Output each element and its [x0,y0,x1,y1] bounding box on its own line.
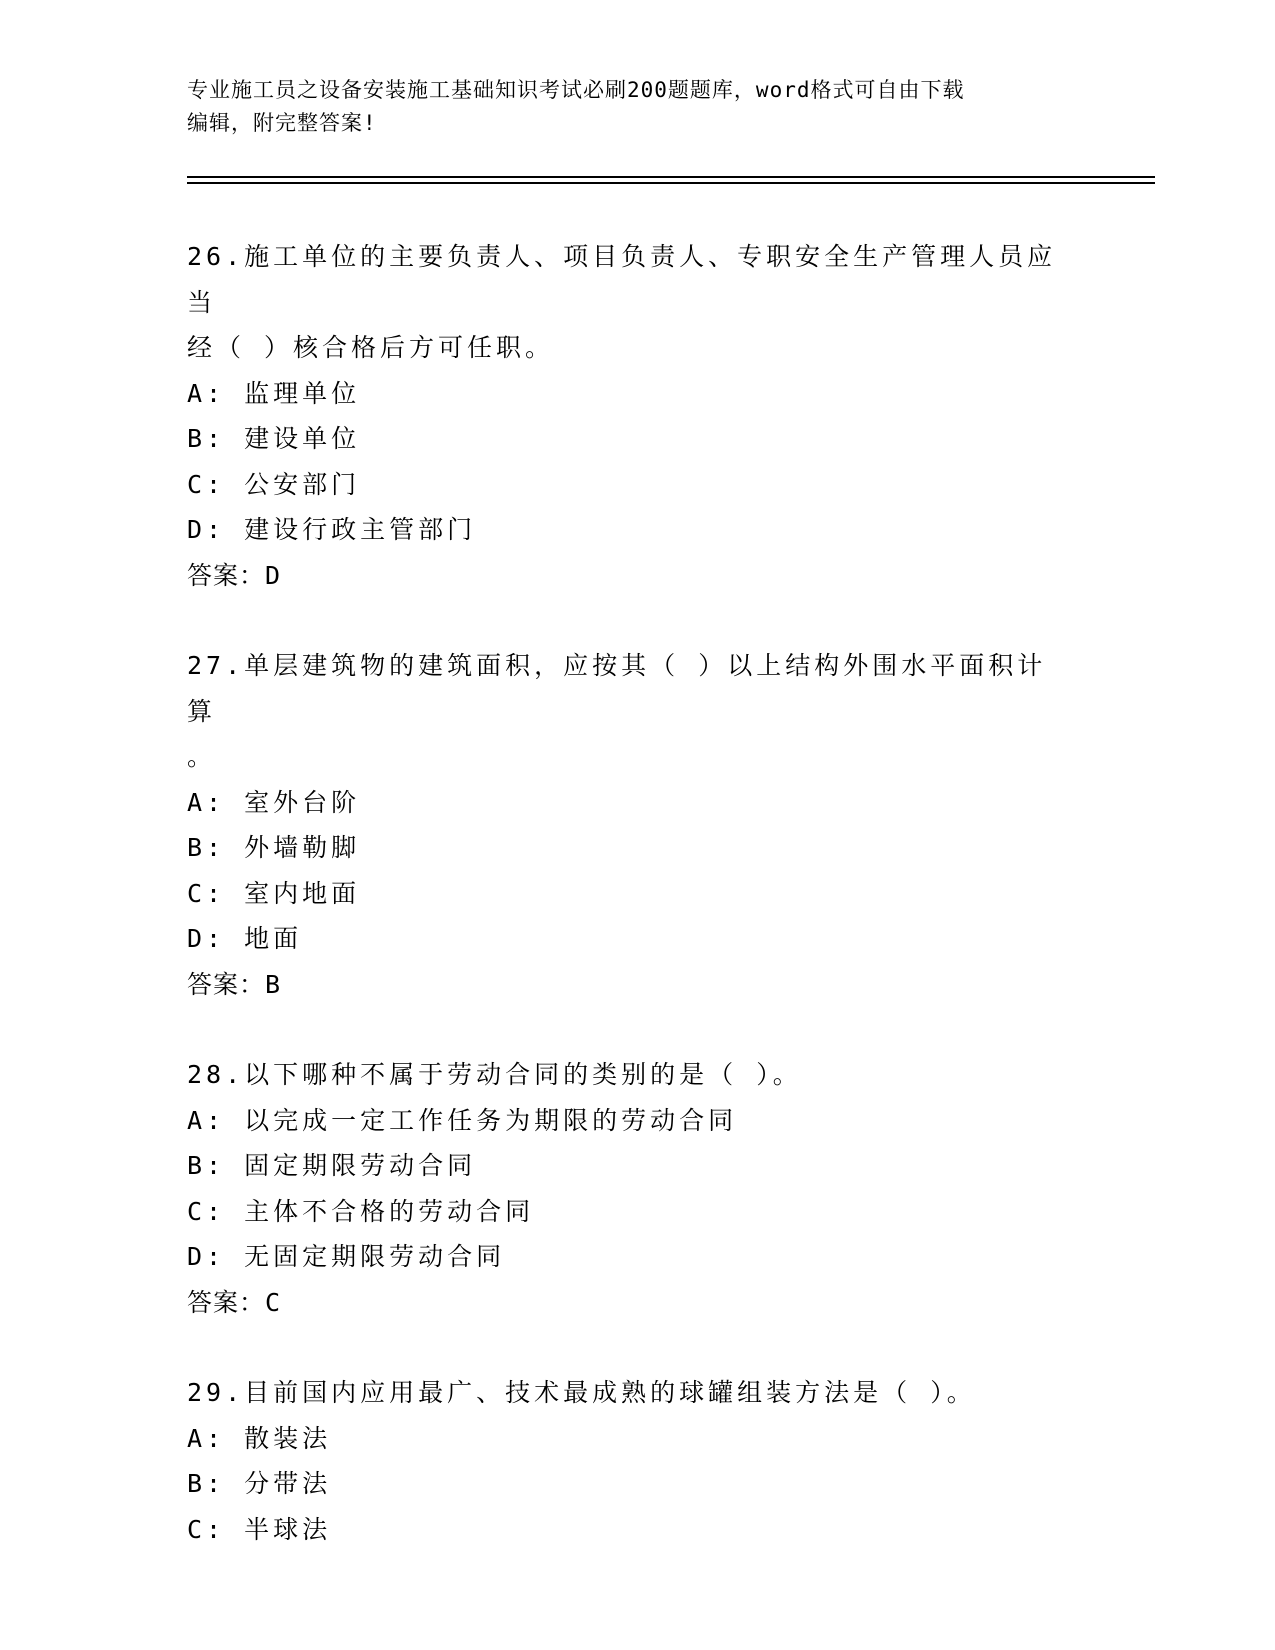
option-b: B: 分带法 [187,1469,332,1498]
question-stem-line: 。 [187,742,217,771]
option-a: A: 散装法 [187,1423,332,1453]
option-c: C: 公安部门 [187,469,361,499]
option-c: C: 半球法 [187,1514,332,1544]
answer: 答案：B [187,969,282,999]
option-c: C: 主体不合格的劳动合同 [187,1196,535,1226]
question-stem-line: 27.单层建筑物的建筑面积，应按其（ ）以上结构外围水平面积计算 [187,651,1047,726]
option-b: B: 建设单位 [187,424,361,453]
document-header [187,74,1067,140]
question-stem-line: 26.施工单位的主要负责人、项目负责人、专职安全生产管理人员应当 [187,242,1057,317]
question-26 [187,234,1087,598]
option-a: A: 监理单位 [187,378,361,408]
header-line-2: 编辑，附完整答案! [187,111,377,135]
question-stem-line: 经（ ）核合格后方可任职。 [187,333,555,362]
header-line-1: 专业施工员之设备安装施工基础知识考试必刷200题题库，word格式可自由下载 [187,78,965,102]
question-29 [187,1370,1087,1552]
question-stem-line: 28.以下哪种不属于劳动合同的类别的是（ ）。 [187,1060,802,1089]
option-b: B: 固定期限劳动合同 [187,1151,477,1180]
option-d: D: 建设行政主管部门 [187,515,477,544]
option-c: C: 室内地面 [187,878,361,908]
option-a: A: 室外台阶 [187,787,361,817]
option-a: A: 以完成一定工作任务为期限的劳动合同 [187,1105,738,1135]
question-stem-line: 29.目前国内应用最广、技术最成熟的球罐组装方法是（ ）。 [187,1378,976,1407]
question-27 [187,643,1087,1007]
answer: 答案：D [187,560,282,590]
option-d: D: 无固定期限劳动合同 [187,1242,506,1271]
header-rule-top [187,176,1155,178]
answer: 答案：C [187,1287,282,1317]
option-d: D: 地面 [187,924,303,953]
header-rule-bottom [187,182,1155,184]
question-list [187,234,1087,1597]
question-28 [187,1052,1087,1325]
option-b: B: 外墙勒脚 [187,833,361,862]
